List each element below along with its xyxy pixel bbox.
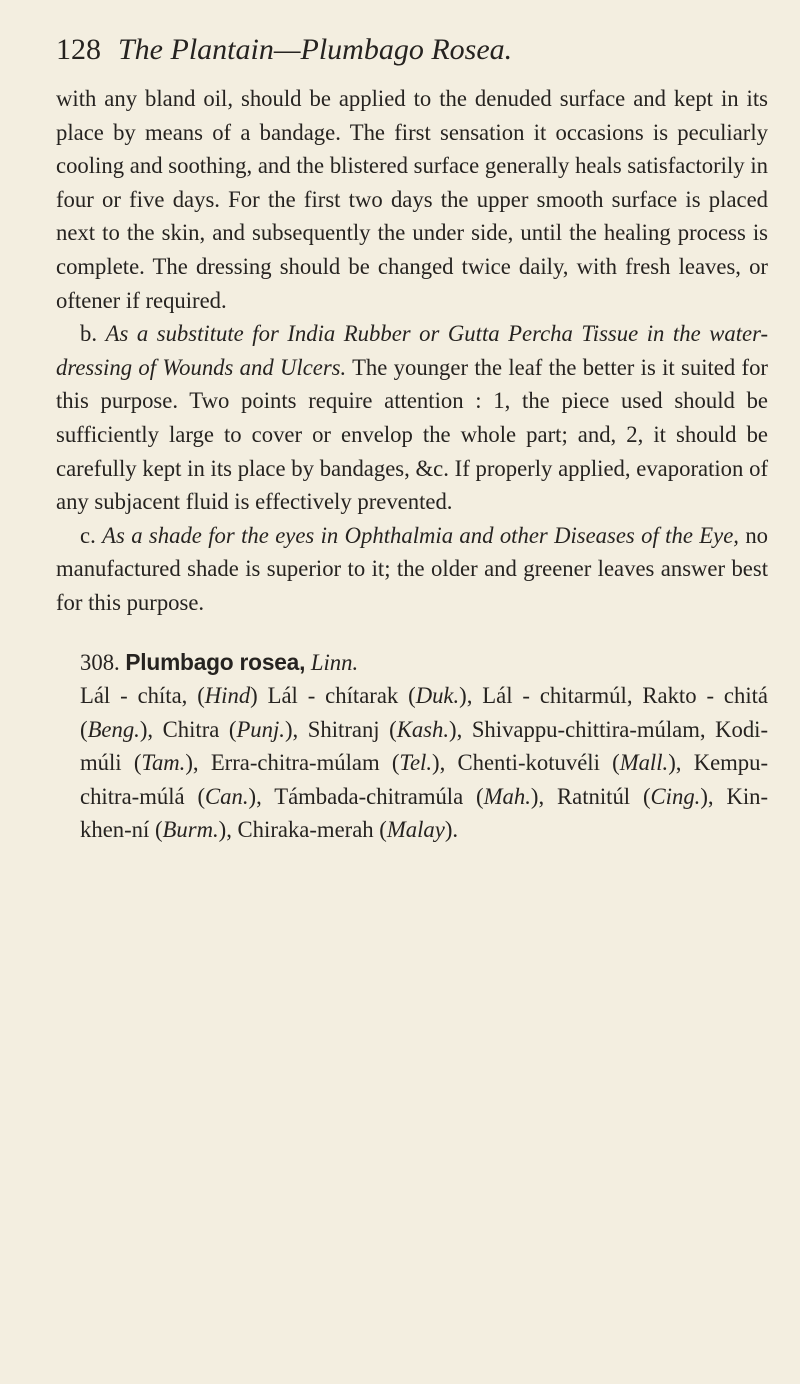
vernacular-name: Támbada-chitramúla [274, 783, 464, 809]
vernacular-name: Chitra [162, 716, 220, 742]
section-title: Plumbago rosea, [125, 648, 306, 675]
vernacular-name: Lál - chitarmúl [482, 683, 627, 709]
vernacular-name: Kempu-chitra-múlá [80, 750, 769, 809]
vernacular-name: Lál - chítarak [267, 683, 399, 709]
item-c-heading: As a shade for the eyes in Ophthalmia and other Diseases of the Eye, [102, 522, 739, 548]
vernacular-name: Lál - chíta, [80, 683, 188, 709]
item-c-text: no manufactured shade is superior to it; the older and greener leaves answer best for this purpose. [56, 522, 769, 615]
language-abbrev: Burm. [162, 817, 219, 843]
vernacular-name: Chiraka-merah [237, 817, 374, 843]
language-abbrev: Duk. [415, 683, 460, 709]
running-header [56, 30, 768, 82]
section-heading [56, 646, 768, 680]
section-number: 308. [80, 649, 120, 675]
language-abbrev: Kash. [396, 716, 450, 742]
vernacular-name: Shitranj [307, 716, 380, 742]
vernacular-name: Ratnitúl [557, 783, 631, 809]
vernacular-name: Rakto - chitá [642, 683, 768, 709]
item-c-paragraph [56, 519, 768, 620]
section-authority: Linn. [310, 649, 359, 675]
language-abbrev: Hind [204, 683, 251, 709]
item-c-label: c. [80, 522, 96, 548]
page [56, 30, 768, 847]
item-b-paragraph [56, 317, 768, 519]
page-number: 128 [56, 33, 101, 66]
language-abbrev: Malay [386, 817, 445, 843]
vernacular-name: Erra-chitra-múlam [210, 750, 380, 776]
intro-paragraph: with any bland oil, should be applied to the denuded surface and kept in its place by means of a bandage. The first sensation it occasions is peculiarly cooling and soothing, and the blistered surface generally heals satisfactorily in four or five days. For the first two days the upper smooth surface is placed next to the skin, and subsequently the under side, until the healing process is complete. The dressing should be changed twice daily, with fresh leaves, or oftener if required. [56, 86, 768, 313]
language-abbrev: Mall. [619, 750, 669, 776]
language-abbrev: Can. [205, 783, 249, 809]
item-b-text: The younger the leaf the better is it suited for this purpose. Two points require attention : 1, the piece used should be sufficiently large to cover or envelop the whole part; and, 2, it should be carefully kept in its place by bandages, &c. If properly applied, evaporation of any subjacent fluid is effectively prevented. [56, 354, 768, 515]
language-abbrev: Beng. [87, 716, 140, 742]
vernacular-name: Shivappu-chittira-múlam, Kodi-múli [80, 716, 769, 776]
body-text [56, 82, 768, 847]
section-gap [56, 620, 768, 646]
language-abbrev: Mah. [483, 783, 531, 809]
vernacular-names: Lál - chíta, (Hind) Lál - chítarak (Duk.), Lál - chitarmúl, Rakto - chitá (Beng.), Chitra (Punj.), Shitranj (Kash.), Shivappu-chittira-múlam, Kodi-múli (Tam.), Erra-chitra-múlam (Tel.), Chenti-kotuvéli (Mall.), Kempu-chitra-múlá (Can.), Támbada-chitramúla (Mah.), Ratnitúl (Cing.), Kin-khen-ní (Burm.), Chiraka-merah (Malay). [80, 683, 769, 843]
running-title: The Plantain—Plumbago Rosea. [118, 33, 513, 66]
item-b-label: b. [80, 321, 98, 347]
language-abbrev: Tel. [399, 750, 433, 776]
language-abbrev: Punj. [236, 716, 285, 742]
vernacular-name: Chenti-kotuvéli [457, 750, 600, 776]
item-b-heading: As a substitute for India Rubber or Gutta Percha Tissue in the water-dressing of Wounds and Ulcers. [56, 321, 768, 380]
language-abbrev: Cing. [650, 783, 701, 809]
vernacular-name: Kin-khen-ní [80, 783, 769, 843]
language-abbrev: Tam. [141, 750, 186, 776]
